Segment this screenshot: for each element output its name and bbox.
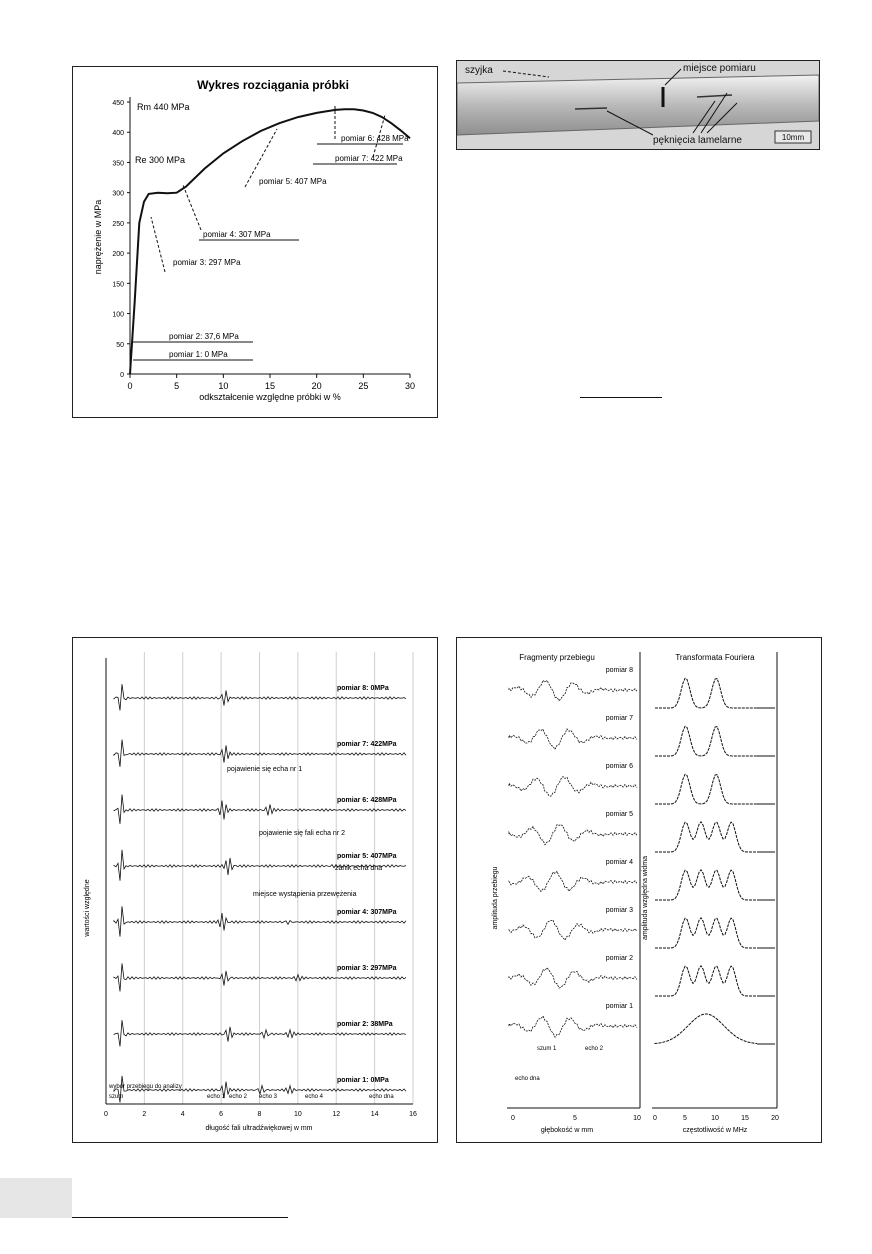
y-tick-label: 100 (112, 311, 124, 319)
echo-bottom-1: wybór przebiegu do analizy (109, 1084, 182, 1090)
fft-left-label: pomiar 1 (605, 1003, 633, 1010)
annotation-3-pointer (151, 217, 165, 272)
echo-trace-label: pomiar 3: 297MPa (337, 965, 397, 972)
echo-trace-label: pomiar 6: 428MPa (337, 797, 397, 804)
fft-bottom-2: echo 2 (585, 1046, 604, 1052)
fft-right-trace (655, 822, 757, 852)
echo-x-tick-label: 4 (180, 1111, 185, 1118)
annotation-7: pomiar 7: 422 MPa (335, 154, 403, 163)
echo-bottom-5: echo 3 (259, 1094, 278, 1100)
fft-right-tick: 15 (741, 1115, 749, 1122)
y-tick-label: 150 (112, 281, 124, 289)
y-tick-label: 300 (112, 190, 124, 198)
echo-note-2: pojawienie się fali echa nr 2 (259, 830, 345, 837)
annotation-4-pointer (183, 185, 201, 230)
tensile-chart-panel (72, 66, 438, 418)
fft-left-trace (509, 729, 637, 750)
tensile-title: Wykres rozciągania próbki (197, 78, 349, 92)
echo-bottom-4: echo 2 (229, 1094, 248, 1100)
fft-right-trace (655, 726, 757, 756)
fft-bottom-3: echo dna (515, 1076, 540, 1082)
tensile-chart (73, 67, 437, 417)
fft-left-label: pomiar 3 (605, 907, 633, 914)
fft-ylabel-right: amplituda względna widma (642, 855, 649, 941)
fft-left-label: pomiar 2 (605, 955, 633, 962)
echo-x-tick-label: 6 (219, 1111, 224, 1118)
fft-left-label: pomiar 7 (605, 715, 633, 722)
fft-right-trace (655, 1014, 757, 1044)
fft-left-trace (509, 680, 637, 700)
fft-left-trace (509, 968, 637, 989)
echo-xlabel: długość fali ultradźwiękowej w mm (205, 1125, 313, 1132)
fft-right-trace (655, 966, 757, 996)
page-corner-tab (0, 1178, 72, 1218)
x-tick-label: 25 (358, 381, 369, 391)
echo-trace-label: pomiar 2: 38MPa (337, 1021, 393, 1028)
echo-note-1: pojawienie się echa nr 1 (227, 766, 303, 773)
fft-right-tick: 0 (653, 1115, 657, 1122)
label-neck: szyjka (465, 65, 493, 76)
x-tick-label: 5 (174, 381, 180, 391)
fft-right-tick: 20 (771, 1115, 779, 1122)
x-tick-label: 20 (311, 381, 322, 391)
fft-right-tick: 5 (683, 1115, 687, 1122)
fft-right-tick: 10 (711, 1115, 719, 1122)
y-tick-label: 350 (112, 160, 124, 168)
fft-chart (457, 638, 821, 1142)
fft-left-tick: 0 (511, 1115, 515, 1122)
crack-1 (575, 108, 607, 109)
echo-bottom-6: echo 4 (305, 1094, 324, 1100)
fft-right-trace (655, 678, 757, 708)
annotation-5: pomiar 5: 407 MPa (259, 177, 327, 186)
fft-left-title: Fragmenty przebiegu (519, 653, 595, 662)
fft-left-tick: 5 (573, 1115, 577, 1122)
echo-x-tick-label: 2 (142, 1111, 147, 1118)
echo-trace-label: pomiar 1: 0MPa (337, 1077, 389, 1084)
echo-x-tick-label: 10 (293, 1111, 302, 1118)
fft-right-trace (655, 774, 757, 804)
label-measure: miejsce pomiaru (683, 63, 756, 74)
y-tick-label: 250 (112, 220, 124, 228)
fft-chart-panel (456, 637, 822, 1143)
echo-x-tick-label: 16 (409, 1111, 417, 1118)
annotation-2: pomiar 2: 37,6 MPa (169, 332, 239, 341)
fft-left-trace (509, 777, 637, 797)
echo-trace-label: pomiar 4: 307MPa (337, 909, 397, 916)
echo-ylabel: wartości względne (84, 879, 91, 937)
echo-chart-panel (72, 637, 438, 1143)
annotation-4: pomiar 4: 307 MPa (203, 230, 271, 239)
echo-trace-label: pomiar 7: 422MPa (337, 741, 397, 748)
fft-right-trace (655, 918, 757, 948)
echo-x-tick-label: 8 (257, 1111, 262, 1118)
echo-chart (73, 638, 437, 1142)
re-label: Re 300 MPa (135, 155, 186, 165)
echo-trace-label: pomiar 8: 0MPa (337, 685, 389, 692)
rm-label: Rm 440 MPa (137, 102, 190, 112)
echo-bottom-3: echo 1 (207, 1094, 226, 1100)
y-tick-label: 400 (112, 130, 124, 138)
fft-right-title: Transformata Fouriera (675, 653, 755, 662)
x-tick-label: 30 (404, 381, 416, 391)
echo-x-tick-label: 12 (332, 1111, 341, 1118)
fft-left-trace (509, 871, 637, 891)
label-cracks: pęknięcia lamelarne (653, 135, 742, 146)
fft-left-trace (509, 825, 637, 845)
short-rule (580, 397, 662, 398)
fft-xlabel-right: częstotliwość w MHz (682, 1127, 748, 1134)
y-tick-label: 50 (116, 341, 124, 349)
y-tick-label: 450 (112, 100, 124, 107)
footnote-rule (72, 1217, 288, 1218)
echo-bottom-2: szum (109, 1094, 124, 1100)
fft-left-label: pomiar 6 (605, 763, 633, 770)
scale-label: 10mm (781, 133, 805, 142)
specimen-photo (456, 60, 820, 150)
echo-bottom-7: echo dna (369, 1094, 394, 1100)
fft-left-tick: 10 (633, 1115, 641, 1122)
annotation-3: pomiar 3: 297 MPa (173, 258, 241, 267)
x-tick-label: 15 (264, 381, 276, 391)
tensile-xlabel: odkształcenie względne próbki w % (199, 392, 341, 402)
echo-x-tick-label: 14 (370, 1111, 379, 1118)
fft-left-trace (509, 1016, 637, 1037)
fft-left-label: pomiar 4 (605, 859, 633, 866)
fft-left-trace (509, 920, 637, 940)
fft-ylabel-left: amplituda przebiegu (492, 866, 499, 930)
y-tick-label: 0 (120, 372, 124, 379)
y-tick-label: 200 (112, 251, 124, 259)
x-tick-label: 0 (127, 381, 133, 391)
fft-xlabel-left: głębokość w mm (540, 1127, 594, 1134)
echo-note-3: miejsce wystąpienia przewężenia (253, 891, 357, 898)
specimen-photo-drawing (457, 61, 819, 149)
echo-x-tick-label: 0 (104, 1111, 108, 1118)
echo-note-4: zanik echa dna (335, 865, 383, 872)
fft-bottom-1: szum 1 (537, 1046, 557, 1052)
fft-left-label: pomiar 5 (605, 811, 633, 818)
echo-trace-label: pomiar 5: 407MPa (337, 853, 397, 860)
annotation-6: pomiar 6: 428 MPa (341, 134, 409, 143)
tensile-ylabel: naprężenie w MPa (93, 199, 103, 275)
fft-right-trace (655, 870, 757, 900)
x-tick-label: 10 (218, 381, 229, 391)
annotation-1: pomiar 1: 0 MPa (169, 350, 228, 359)
fft-left-label: pomiar 8 (605, 667, 633, 674)
